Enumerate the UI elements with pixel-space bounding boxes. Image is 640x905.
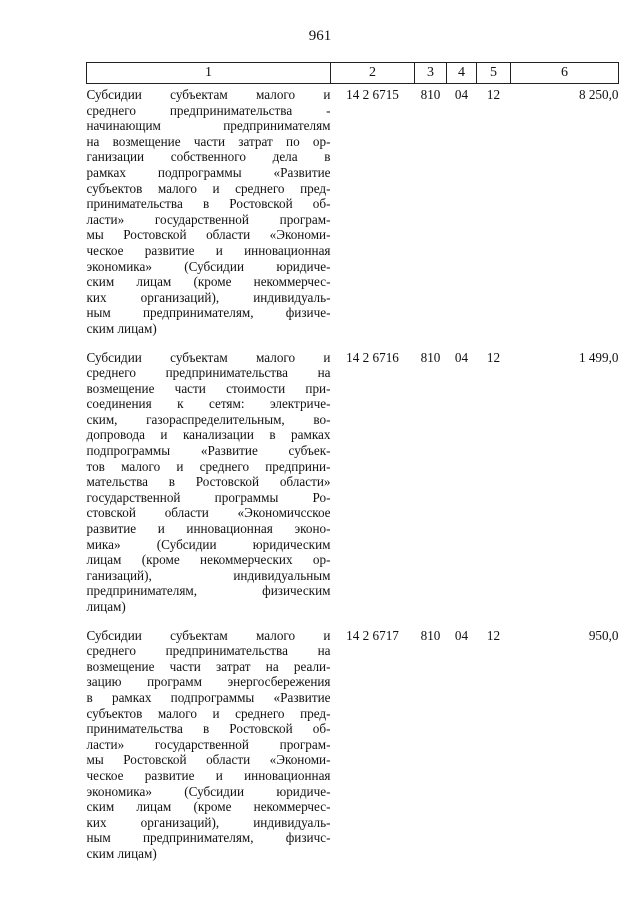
description-line: ским, газораспределительным, во- — [86, 411, 331, 427]
row-col-4: 04 — [454, 87, 469, 102]
description-line: ским лицам) — [86, 320, 157, 336]
row-code: 14 2 6715 — [346, 87, 399, 102]
description-line: ганизаций), индивидуальным — [86, 567, 331, 583]
description-line: ганизации собственного дела в — [86, 149, 331, 165]
description-line: экономика» (Субсидии юридиче- — [86, 258, 331, 274]
table-row — [87, 347, 619, 625]
description-line: лицам) — [86, 599, 126, 614]
page-number: 961 — [308, 28, 332, 44]
description-line: допровода и канализации в рамках — [86, 427, 331, 443]
table-body — [87, 84, 619, 872]
description-line: соединения к сетям: электриче- — [86, 396, 331, 412]
description-line: ным предпринимателям, физиче- — [86, 305, 331, 321]
description-line: тов малого и среднего предприни- — [86, 458, 331, 474]
row-col-5: 12 — [486, 87, 501, 102]
row-col-3: 810 — [420, 87, 441, 102]
row-col-5: 12 — [486, 627, 501, 643]
description-line: субъектов малого и среднего пред- — [86, 180, 331, 196]
description-line: Субсидии субъектам малого и — [86, 349, 331, 365]
row-amount: 950,0 — [588, 627, 619, 643]
row-description — [87, 84, 331, 347]
description-line: мательства в Ростовской области» — [86, 474, 331, 490]
header-col-1: 1 — [87, 63, 331, 84]
row-description — [87, 625, 331, 872]
description-line: на возмещение части затрат по ор- — [86, 133, 331, 149]
description-line: развитие и инновационная эконо- — [86, 521, 331, 537]
description-line: принимательства в Ростовской об- — [86, 721, 331, 737]
description-line: Субсидии субъектам малого и — [86, 87, 331, 102]
description-line: субъектов малого и среднего пред- — [86, 705, 331, 721]
description-line: стовской области «Экономичсскоe — [86, 505, 331, 521]
row-col-3: 810 — [420, 349, 441, 365]
description-line: ласти» государственной програм- — [86, 211, 331, 227]
description-line: рамках подпрограммы «Развитие — [86, 164, 331, 180]
description-line: ких организаций), индивидуаль- — [86, 814, 331, 830]
table-row — [87, 625, 619, 872]
description-line: государственной программы Ро- — [86, 489, 331, 505]
header-col-3: 3 — [415, 63, 447, 84]
description-line: подпрограммы «Развитие субъек- — [86, 443, 331, 459]
description-line: ких организаций), индивидуаль- — [86, 289, 331, 305]
description-line: мы Ростовской области «Экономи- — [86, 752, 331, 768]
row-col-4: 04 — [454, 627, 469, 643]
description-line: ласти» государственной програм- — [86, 736, 331, 752]
header-col-6: 6 — [511, 63, 619, 84]
description-line: среднего предпринимательства - — [86, 102, 331, 118]
description-line: Субсидии субъектам малого и — [86, 627, 331, 643]
row-description — [87, 347, 331, 625]
row-code: 14 2 6717 — [346, 627, 399, 643]
description-line: ческое развитие и инновационная — [86, 242, 331, 258]
row-col-5: 12 — [486, 349, 501, 365]
header-col-2: 2 — [331, 63, 415, 84]
description-line: ским лицам (кроме некоммерчес- — [86, 274, 331, 290]
row-code: 14 2 6716 — [346, 349, 399, 365]
description-line: принимательства в Ростовской об- — [86, 196, 331, 212]
description-line: лицам (кроме некоммерческих ор- — [86, 552, 331, 568]
description-line: среднего предпринимательства на — [86, 365, 331, 381]
description-line: предпринимателям, физическим — [86, 583, 331, 599]
header-col-4: 4 — [447, 63, 477, 84]
row-amount: 8 250,0 — [578, 87, 619, 102]
description-line: ным предпринимателям, физичс- — [86, 830, 331, 846]
row-amount: 1 499,0 — [578, 349, 619, 365]
row-col-3: 810 — [420, 627, 441, 643]
description-line: ским лицам) — [86, 845, 157, 861]
description-line: в рамках подпрограммы «Развитие — [86, 689, 331, 705]
description-line: среднего предпринимательства на — [86, 643, 331, 659]
description-line: ским лицам (кроме некоммерчес- — [86, 799, 331, 815]
budget-table — [86, 62, 619, 872]
description-line: начинающим предпринимателям — [86, 118, 331, 134]
description-line: мы Ростовской области «Экономи- — [86, 227, 331, 243]
description-line: зацию программ энергосбережения — [86, 674, 331, 690]
description-line: возмещение части затрат на реали- — [86, 658, 331, 674]
table-row — [87, 84, 619, 347]
description-line: экономика» (Субсидии юридиче- — [86, 783, 331, 799]
description-line: возмещение части стоимости при- — [86, 380, 331, 396]
description-line: ческое развитие и инновационная — [86, 767, 331, 783]
table-header-row — [87, 63, 619, 84]
description-line: мика» (Субсидии юридическим — [86, 536, 331, 552]
row-col-4: 04 — [454, 349, 469, 365]
header-col-5: 5 — [477, 63, 511, 84]
